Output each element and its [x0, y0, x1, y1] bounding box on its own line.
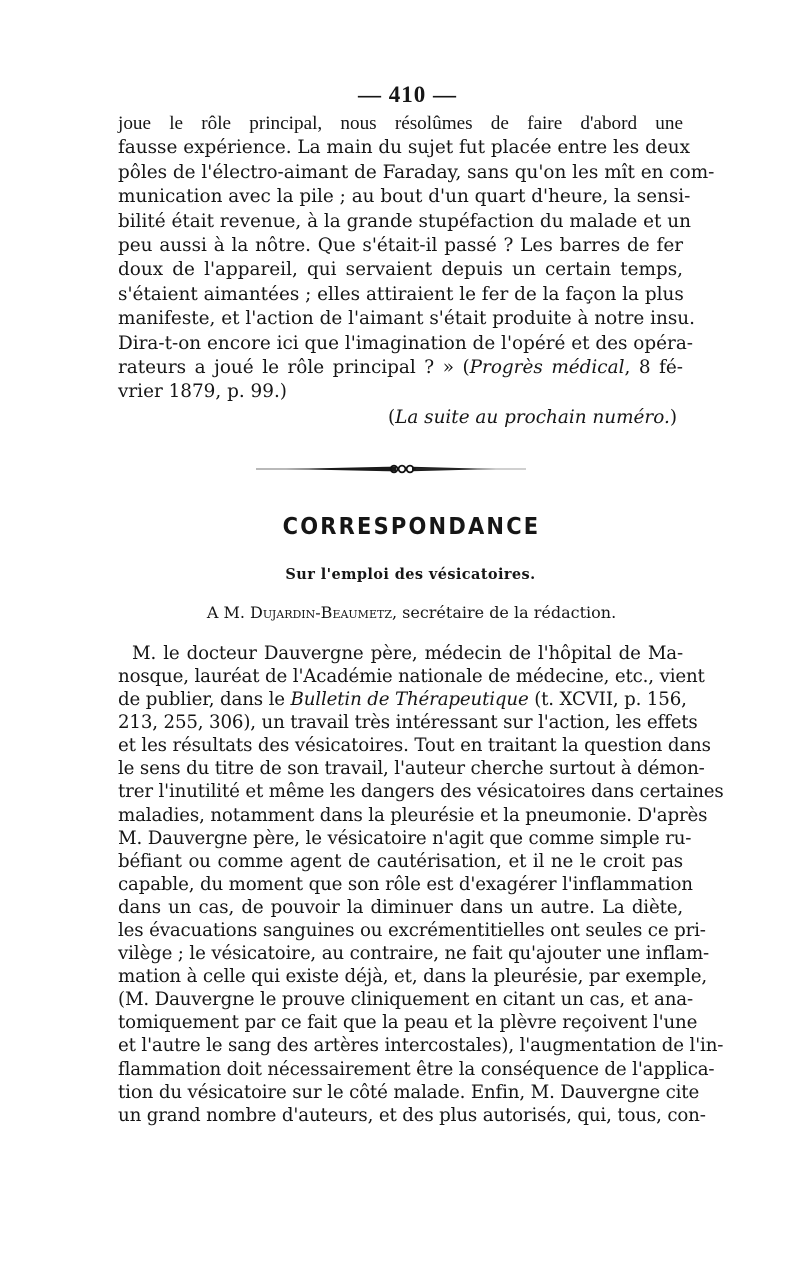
text-line-with-journal-title — [118, 688, 687, 711]
letter-subject-heading: Sur l'emploi des vésicatoires. — [285, 565, 536, 583]
text-line: vrier 1879, p. 99.) — [118, 381, 287, 403]
text-line: flammation doit nécessairement être la conséquence de l'applica- — [118, 1058, 715, 1080]
text-line: dans un cas, de pouvoir la diminuer dans un autre. La diète, — [118, 896, 683, 918]
text-line: doux de l'appareil, qui servaient depuis un certain temps, — [118, 259, 683, 281]
book-page — [118, 82, 724, 1127]
text-line: tomiquement par ce fait que la peau et la plèvre reçoivent l'une — [118, 1012, 698, 1034]
text-line: s'étaient aimantées ; elles attiraient le fer de la façon la plus — [118, 283, 684, 305]
text-line: et l'autre le sang des artères intercostales), l'augmentation de l'in- — [118, 1035, 724, 1057]
addressee-role: , secrétaire de la rédaction. — [391, 602, 617, 622]
text-line: Dira-t-on encore ici que l'imagination de l'opéré et des opéra- — [118, 332, 694, 354]
addressee-name: Dujardin-Beaumetz — [250, 602, 392, 622]
text-line: maladies, notamment dans la pleurésie et la pneumonie. D'après — [118, 804, 708, 826]
text-line: fausse expérience. La main du sujet fut placée entre les deux — [118, 137, 690, 159]
text-line: un grand nombre d'auteurs, et des plus autorisés, qui, tous, con- — [118, 1104, 706, 1126]
citation-date: , 8 fé- — [624, 357, 684, 379]
paren-close: ) — [669, 406, 677, 428]
text-line: munication avec la pile ; au bout d'un quart d'heure, la sensi- — [118, 186, 691, 208]
text-fragment: de publier, dans le — [118, 689, 291, 711]
section-divider-ornament — [118, 459, 683, 487]
to-be-continued-text: La suite au prochain numéro. — [395, 406, 670, 428]
letter-body — [118, 642, 724, 1127]
text-line: 213, 255, 306), un travail très intéressant sur l'action, les effets — [118, 712, 698, 734]
text-line: les évacuations sanguines ou excrémentitielles ont seules ce pri- — [118, 920, 706, 941]
text-line: manifeste, et l'action de l'aimant s'était produite à notre insu. — [118, 308, 695, 330]
text-line: tion du vésicatoire sur le côté malade. Enfin, M. Dauvergne cite — [118, 1081, 700, 1103]
text-line: (M. Dauvergne le prouve cliniquement en citant un cas, et ana- — [118, 989, 693, 1011]
text-line: M. Dauvergne père, le vésicatoire n'agit que comme simple ru- — [118, 827, 692, 849]
text-line-with-citation — [118, 356, 683, 380]
journal-title: Bulletin de Thérapeutique — [290, 689, 529, 711]
page-number: — 410 — — [358, 82, 457, 107]
text-line: bilité était revenue, à la grande stupéfaction du malade et un — [118, 210, 691, 232]
text-line: nosque, lauréat de l'Académie nationale de médecine, etc., vient — [118, 665, 705, 687]
to-be-continued-note — [118, 406, 677, 430]
continued-paragraph — [118, 112, 715, 405]
text-line: mation à celle qui existe déjà, et, dans la pleurésie, par exemple, — [118, 966, 708, 988]
text-line: peu aussi à la nôtre. Que s'était-il passé ? Les barres de fer — [118, 235, 683, 257]
paren-open: ( — [387, 406, 396, 428]
letter-addressee — [140, 603, 683, 622]
divider-ornament-graphic — [256, 459, 526, 479]
section-heading: CORRESPONDANCE — [282, 512, 541, 540]
text-line: M. le docteur Dauvergne père, médecin de l'hôpital de Ma- — [132, 642, 683, 664]
text-line: le sens du titre de son travail, l'auteur cherche surtout à démon- — [118, 758, 705, 780]
addressee-prefix: A M. — [206, 602, 251, 622]
text-line: pôles de l'électro-aimant de Faraday, sans qu'on les mît en com- — [118, 161, 715, 183]
text-line: et les résultats des vésicatoires. Tout en traitant la question dans — [118, 735, 711, 757]
text-line: vilège ; le vésicatoire, au contraire, ne fait qu'ajouter une inflam- — [118, 943, 710, 965]
text-line: béfiant ou comme agent de cautérisation, et il ne le croit pas — [118, 850, 683, 872]
citation-source-title: Progrès médical — [469, 357, 625, 379]
text-fragment: rateurs a joué le rôle principal ? » ( — [118, 357, 470, 379]
text-line: capable, du moment que son rôle est d'exagérer l'inflammation — [118, 873, 693, 895]
text-fragment: (t. XCVII, p. 156, — [528, 689, 687, 711]
text-line: trer l'inutilité et même les dangers des vésicatoires dans certaines — [118, 781, 724, 803]
text-line: joue le rôle principal, nous résolûmes de faire d'abord une — [118, 113, 683, 134]
